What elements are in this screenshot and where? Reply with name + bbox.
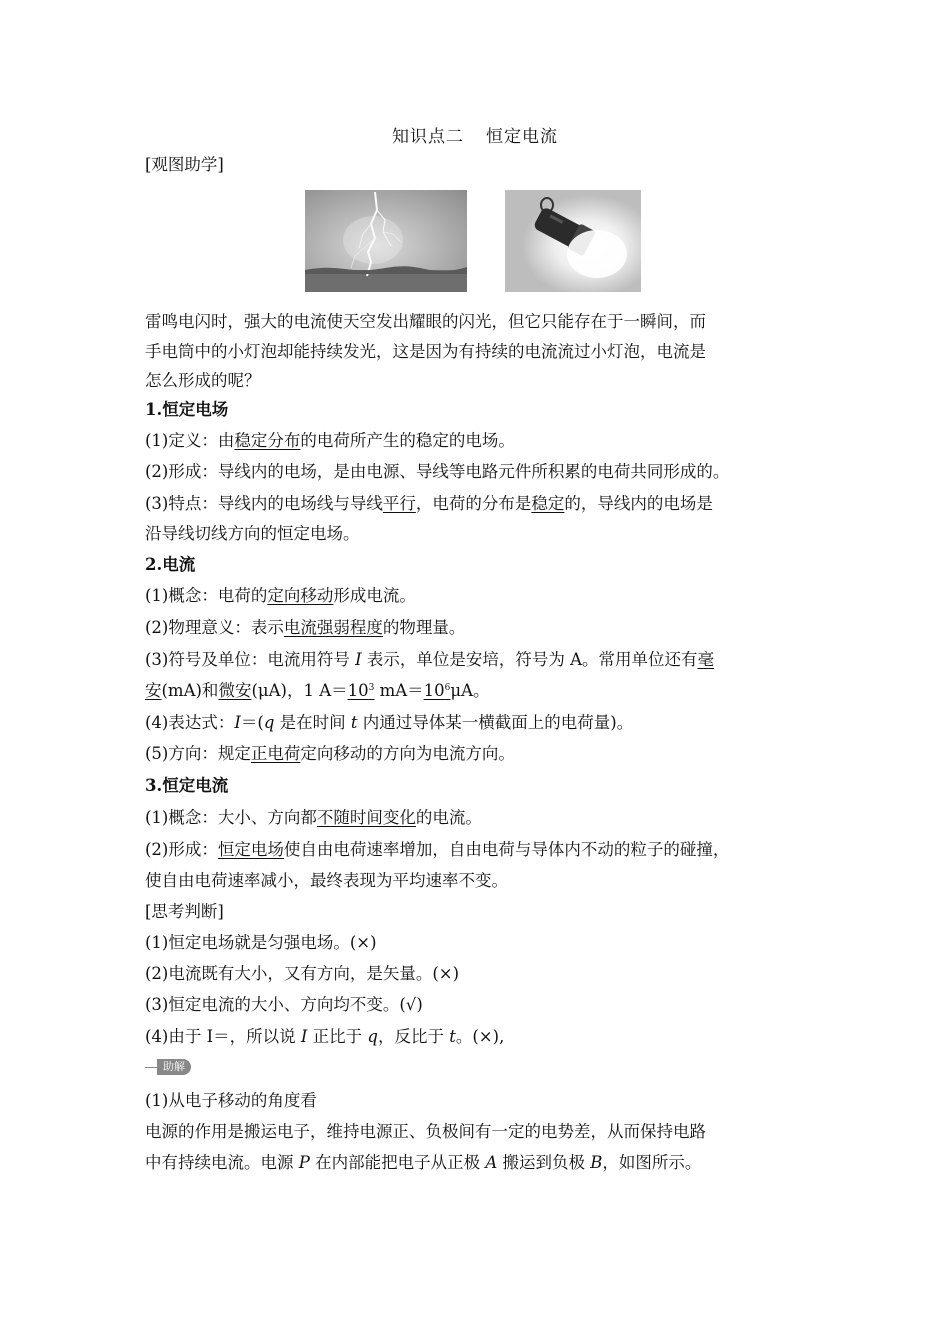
blank-answer: 稳定 [531, 494, 565, 513]
explain-line-2: 中有持续电流。电源 P 在内部能把电子从正极 A 搬运到负极 B，如图所示。 [145, 1153, 702, 1172]
blank-answer: $10^3$ [347, 681, 375, 700]
current-expression: (4)表达式：I＝(q 是在时间 t 内通过导体某一横截面上的电荷量)。 [145, 713, 634, 732]
section-view-heading: [观图助学] [145, 155, 224, 174]
blank-answer: 正电荷 [250, 744, 301, 763]
heading-constant-current: 3.恒定电流 [145, 776, 229, 795]
help-tag-label: 助解 [157, 1059, 191, 1075]
blank-answer: $10^6$ [423, 681, 451, 700]
field-feature: (3)特点：导线内的电场线与导线平行，电荷的分布是稳定的，导线内的电场是 [145, 494, 713, 513]
blank-answer: 安 [145, 681, 162, 700]
judgment-4: (4)由于 I＝，所以说 I 正比于 q，反比于 t。(×), [145, 1027, 505, 1046]
blank-answer: 电流强弱程度 [283, 618, 383, 637]
help-tag [145, 1059, 191, 1075]
judgment-3: (3)恒定电流的大小、方向均不变。(√) [145, 995, 423, 1014]
field-formation: (2)形成：导线内的电场，是由电源、导线等电路元件所积累的电荷共同形成的。 [145, 462, 730, 481]
blank-answer: 定向移动 [267, 586, 334, 605]
blank-answer: 毫 [697, 650, 715, 669]
current-symbol-unit: (3)符号及单位：电流用符号 I 表示，单位是安培，符号为 A。常用单位还有毫 [145, 650, 715, 669]
blank-answer: 不随时间变化 [316, 808, 416, 827]
explain-heading: (1)从电子移动的角度看 [145, 1091, 317, 1110]
heading-current: 2.电流 [145, 555, 196, 574]
current-direction: (5)方向：规定正电荷定向移动的方向为电流方向。 [145, 744, 515, 763]
blank-answer: 稳定分布 [234, 431, 301, 450]
steady-concept: (1)概念：大小、方向都不随时间变化的电流。 [145, 808, 482, 827]
flashlight-photo [505, 190, 641, 292]
current-symbol-unit-cont: 安(mA)和微安(μA)，1 $A=10^3$ $mA=10^6\mu A$。 [145, 681, 490, 700]
intro-line-2: 手电筒中的小灯泡却能持续发光，这是因为有持续的电流流过小灯泡，电流是 [145, 342, 706, 361]
judgment-2: (2)电流既有大小，又有方向，是矢量。(×) [145, 964, 460, 983]
lightning-photo [305, 190, 467, 292]
section-think-heading: [思考判断] [145, 902, 224, 921]
judgment-1: (1)恒定电场就是匀强电场。(×) [145, 933, 377, 952]
heading-constant-field: 1.恒定电场 [145, 400, 229, 419]
intro-line-3: 怎么形成的呢？ [145, 371, 261, 390]
intro-line-1: 雷鸣电闪时，强大的电流使天空发出耀眼的闪光，但它只能存在于一瞬间，而 [145, 312, 706, 331]
page-title: 知识点二 恒定电流 [392, 127, 558, 147]
current-concept: (1)概念：电荷的定向移动形成电流。 [145, 586, 416, 605]
current-meaning: (2)物理意义：表示电流强弱程度的物理量。 [145, 618, 466, 637]
steady-formation: (2)形成：恒定电场使自由电荷速率增加，自由电荷与导体内不动的粒子的碰撞， [145, 840, 730, 859]
blank-answer: 恒定电场 [217, 840, 284, 859]
field-feature-cont: 沿导线切线方向的恒定电场。 [145, 524, 360, 543]
steady-formation-cont: 使自由电荷速率减小，最终表现为平均速率不变。 [145, 871, 508, 890]
blank-answer: 微安 [218, 681, 252, 700]
field-definition: (1)定义：由稳定分布的电荷所产生的稳定的电场。 [145, 431, 515, 450]
blank-answer: 平行 [382, 494, 416, 513]
explain-line-1: 电源的作用是搬运电子，维持电源正、负极间有一定的电势差，从而保持电路 [145, 1122, 706, 1141]
